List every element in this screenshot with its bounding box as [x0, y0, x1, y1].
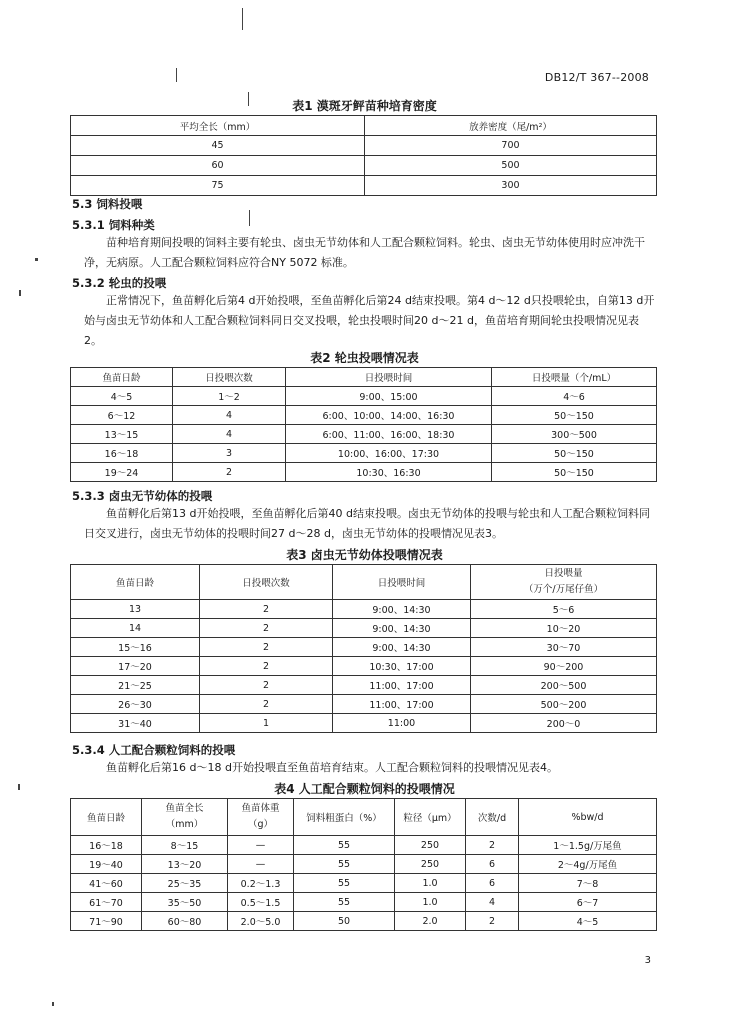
- table-cell: 50～150: [492, 444, 657, 463]
- table-cell: 55: [294, 893, 395, 912]
- table-cell: 9:00、14:30: [333, 619, 471, 638]
- table-cell: 13～15: [71, 425, 173, 444]
- table-row: [71, 676, 657, 695]
- table3: [70, 564, 657, 733]
- table-cell: 2: [466, 836, 519, 855]
- table-cell: 50: [294, 912, 395, 931]
- table-cell: 30～70: [471, 638, 657, 657]
- table-cell: 21～25: [71, 676, 200, 695]
- table-cell: 6: [466, 874, 519, 893]
- table-cell: 9:00、14:30: [333, 600, 471, 619]
- table-cell: 50～150: [492, 406, 657, 425]
- section-5-3-4: 5.3.4 人工配合颗粒饲料的投喂: [72, 743, 236, 757]
- table-header-cell: 日投喂时间: [286, 368, 492, 387]
- table4-length-unit: （mm）: [165, 819, 204, 830]
- section-5-3-1: 5.3.1 饲料种类: [72, 218, 155, 232]
- table-cell: 61～70: [71, 893, 142, 912]
- table-cell: 2: [466, 912, 519, 931]
- table-cell: 41～60: [71, 874, 142, 893]
- table-cell: 55: [294, 855, 395, 874]
- table-cell: 4～5: [519, 912, 657, 931]
- table-header-row: [71, 368, 657, 387]
- table-header-cell: 饲料粗蛋白（%）: [294, 799, 395, 836]
- table-cell: 4: [173, 406, 286, 425]
- table-cell: 4～5: [71, 387, 173, 406]
- table-row: [71, 176, 657, 196]
- table-cell: 0.5～1.5: [228, 893, 294, 912]
- table-cell: 2: [200, 676, 333, 695]
- table4: [70, 798, 657, 931]
- table1: [70, 115, 657, 196]
- table-cell: 16～18: [71, 444, 173, 463]
- table-cell: 2: [200, 638, 333, 657]
- table-cell: 10:00、16:00、17:30: [286, 444, 492, 463]
- table-cell: 2: [200, 600, 333, 619]
- table-row: [71, 444, 657, 463]
- table-cell: 250: [395, 855, 466, 874]
- page-number: 3: [644, 955, 651, 966]
- table-cell: 10～20: [471, 619, 657, 638]
- table-cell: 1.0: [395, 893, 466, 912]
- table-cell: 0.2～1.3: [228, 874, 294, 893]
- section-5-3: 5.3 饲料投喂: [72, 197, 143, 211]
- table4-weight-unit: （g）: [247, 819, 274, 830]
- table-cell: 55: [294, 874, 395, 893]
- table-row: [71, 855, 657, 874]
- table-cell: 7～8: [519, 874, 657, 893]
- table-cell: —: [228, 836, 294, 855]
- table-cell: 9:00、14:30: [333, 638, 471, 657]
- table-row: [71, 136, 657, 156]
- table-cell: 2: [173, 463, 286, 482]
- standard-code: DB12/T 367--2008: [544, 71, 649, 84]
- table-cell: 6～12: [71, 406, 173, 425]
- table-header-cell: [142, 799, 228, 836]
- table-row: [71, 836, 657, 855]
- table-header-cell: 平均全长（mm）: [71, 116, 365, 136]
- table2-title: 表2 轮虫投喂情况表: [310, 351, 419, 365]
- table-cell: 1.0: [395, 874, 466, 893]
- table-header-row: [71, 565, 657, 600]
- table-row: [71, 600, 657, 619]
- table-header-cell: 放养密度（尾/m²）: [365, 116, 657, 136]
- table3-qty-header: 日投喂量: [544, 568, 583, 579]
- table-cell: 2～4g/万尾鱼: [519, 855, 657, 874]
- table-row: [71, 912, 657, 931]
- section-5-3-3: 5.3.3 卤虫无节幼体的投喂: [72, 489, 213, 503]
- section-5-3-2: 5.3.2 轮虫的投喂: [72, 276, 167, 290]
- table-cell: 500～200: [471, 695, 657, 714]
- table4-weight-header: 鱼苗体重: [241, 803, 280, 814]
- table-cell: 10:30、17:00: [333, 657, 471, 676]
- table-header-cell: 日投喂量（个/mL）: [492, 368, 657, 387]
- table-cell: 1～1.5g/万尾鱼: [519, 836, 657, 855]
- table-cell: 4～6: [492, 387, 657, 406]
- table-cell: 6: [466, 855, 519, 874]
- table-row: [71, 463, 657, 482]
- table-cell: 500: [365, 156, 657, 176]
- paragraph-5-3-1: 苗种培育期间投喂的饲料主要有轮虫、卤虫无节幼体和人工配合颗粒饲料。轮虫、卤虫无节幼体使用时应冲洗干净，无病原。人工配合颗粒饲料应符合NY 5072 标准。: [84, 236, 645, 269]
- table-header-cell: 鱼苗日龄: [71, 565, 200, 600]
- table-cell: 25～35: [142, 874, 228, 893]
- table-header-cell: 鱼苗日龄: [71, 799, 142, 836]
- table-cell: 11:00、17:00: [333, 695, 471, 714]
- table-cell: 17～20: [71, 657, 200, 676]
- paragraph-5-3-2: 正常情况下，鱼苗孵化后第4 d开始投喂，至鱼苗孵化后第24 d结束投喂。第4 d～12 d只投喂轮虫，自第13 d开始与卤虫无节幼体和人工配合颗粒饲料同日交叉投喂，轮虫投喂时间20 d～21 d，鱼苗培育期间轮虫投喂情况见表2。: [84, 294, 655, 347]
- table-cell: 4: [466, 893, 519, 912]
- table-cell: 75: [71, 176, 365, 196]
- table-cell: 45: [71, 136, 365, 156]
- table-cell: 15～16: [71, 638, 200, 657]
- table-header-row: [71, 116, 657, 136]
- table-row: [71, 156, 657, 176]
- table-header-row: [71, 799, 657, 836]
- table-cell: 19～24: [71, 463, 173, 482]
- table-cell: 11:00: [333, 714, 471, 733]
- paragraph-5-3-3: 鱼苗孵化后第13 d开始投喂，至鱼苗孵化后第40 d结束投喂。卤虫无节幼体的投喂与轮虫和人工配合颗粒饲料同日交叉进行，卤虫无节幼体的投喂时间27 d～28 d，卤虫无节幼体的投喂情况见表3。: [84, 507, 650, 540]
- table-row: [71, 695, 657, 714]
- table-cell: —: [228, 855, 294, 874]
- table-row: [71, 425, 657, 444]
- table-cell: 60: [71, 156, 365, 176]
- table-cell: 26～30: [71, 695, 200, 714]
- table-cell: 9:00、15:00: [286, 387, 492, 406]
- table3-qty-unit: （万个/万尾仔鱼）: [523, 584, 604, 595]
- table-row: [71, 874, 657, 893]
- table-cell: 13: [71, 600, 200, 619]
- table-cell: 3: [173, 444, 286, 463]
- table-header-cell: 粒径（μm）: [395, 799, 466, 836]
- table-cell: 8～15: [142, 836, 228, 855]
- table-cell: 250: [395, 836, 466, 855]
- table-cell: 19～40: [71, 855, 142, 874]
- table-cell: 5～6: [471, 600, 657, 619]
- table-header-cell: [471, 565, 657, 600]
- table-row: [71, 406, 657, 425]
- table-cell: 200～0: [471, 714, 657, 733]
- table-header-cell: 日投喂次数: [200, 565, 333, 600]
- paragraph-5-3-4: 鱼苗孵化后第16 d～18 d开始投喂直至鱼苗培育结束。人工配合颗粒饲料的投喂情况见表4。: [106, 761, 558, 774]
- table-cell: 11:00、17:00: [333, 676, 471, 695]
- table-row: [71, 638, 657, 657]
- table-cell: 2: [200, 657, 333, 676]
- table-cell: 90～200: [471, 657, 657, 676]
- table-cell: 13～20: [142, 855, 228, 874]
- table-cell: 55: [294, 836, 395, 855]
- table2: [70, 367, 657, 482]
- table-cell: 6～7: [519, 893, 657, 912]
- table-header-cell: 日投喂时间: [333, 565, 471, 600]
- table-row: [71, 714, 657, 733]
- table-cell: 300: [365, 176, 657, 196]
- table-header-cell: 次数/d: [466, 799, 519, 836]
- table-header-cell: 日投喂次数: [173, 368, 286, 387]
- table-row: [71, 657, 657, 676]
- table-cell: 2.0: [395, 912, 466, 931]
- table1-title: 表1 漠斑牙鲆苗种培育密度: [292, 99, 437, 113]
- table-cell: 4: [173, 425, 286, 444]
- table-cell: 1: [200, 714, 333, 733]
- table-header-cell: [228, 799, 294, 836]
- table-cell: 60～80: [142, 912, 228, 931]
- table-cell: 71～90: [71, 912, 142, 931]
- table-cell: 200～500: [471, 676, 657, 695]
- table-cell: 300～500: [492, 425, 657, 444]
- table-cell: 10:30、16:30: [286, 463, 492, 482]
- table-cell: 31～40: [71, 714, 200, 733]
- table-cell: 2.0～5.0: [228, 912, 294, 931]
- table-cell: 2: [200, 695, 333, 714]
- table-cell: 16～18: [71, 836, 142, 855]
- table-cell: 50～150: [492, 463, 657, 482]
- table-row: [71, 387, 657, 406]
- table-cell: 14: [71, 619, 200, 638]
- table-cell: 1～2: [173, 387, 286, 406]
- table-cell: 35～50: [142, 893, 228, 912]
- table-cell: 6:00、11:00、16:00、18:30: [286, 425, 492, 444]
- table-header-cell: 鱼苗日龄: [71, 368, 173, 387]
- table-row: [71, 893, 657, 912]
- table3-title: 表3 卤虫无节幼体投喂情况表: [286, 548, 443, 562]
- table-row: [71, 619, 657, 638]
- table-header-cell: %bw/d: [519, 799, 657, 836]
- table-cell: 2: [200, 619, 333, 638]
- table-cell: 700: [365, 136, 657, 156]
- table-cell: 6:00、10:00、14:00、16:30: [286, 406, 492, 425]
- table4-length-header: 鱼苗全长: [165, 803, 204, 814]
- table4-title: 表4 人工配合颗粒饲料的投喂情况: [274, 782, 455, 796]
